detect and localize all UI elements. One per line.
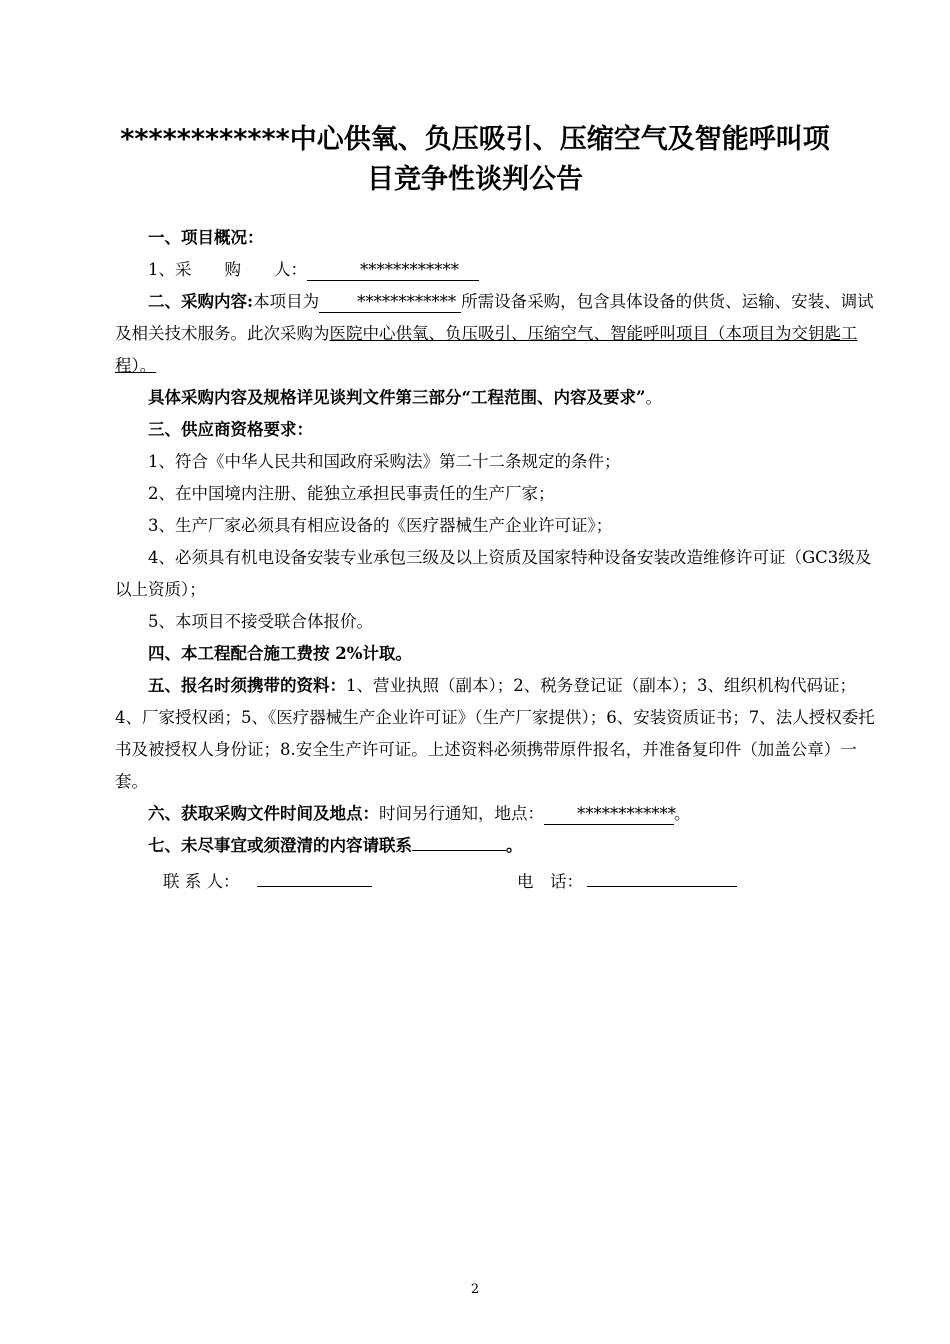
section-1-heading: 一、项目概况： (148, 228, 264, 247)
title-line-1: ************中心供氧、负压吸引、压缩空气及智能呼叫项 (120, 124, 830, 155)
section-7-end: 。 (506, 836, 523, 855)
buyer-value: ************ (307, 260, 479, 281)
section-7-blank (412, 830, 506, 851)
section-2-label: 二、采购内容: (148, 292, 254, 311)
section-2-note-end: 。 (645, 388, 662, 407)
section-7-text: 七、未尽事宜或须澄清的内容请联系 (148, 836, 412, 855)
phone-label: 电 话： (517, 872, 583, 891)
contact-line (115, 862, 875, 896)
section-2-note-text: 具体采购内容及规格详见谈判文件第三部分“工程范围、内容及要求” (148, 388, 646, 407)
page-number: 2 (470, 1282, 480, 1297)
section-2-project-name: 医院中心供氧、负压吸引、压缩空气、智能呼叫项目（本项目为交钥匙工程）。 (115, 324, 858, 375)
document-title (100, 120, 850, 200)
contact-person-label: 联 系 人： (163, 872, 240, 891)
section-6-paragraph (115, 798, 875, 830)
section-5-paragraph (115, 670, 875, 798)
section-6-location-blank: ************ (544, 804, 674, 825)
section-2-text-1: 本项目为 (253, 292, 320, 311)
document-body (115, 222, 875, 896)
requirement-3: 3、生产厂家必须具有相应设备的《医疗器械生产企业许可证》； (148, 516, 613, 535)
section-6-end: 。 (674, 804, 691, 823)
section-2-paragraph (115, 286, 875, 382)
section-3-heading: 三、供应商资格要求： (148, 420, 313, 439)
buyer-line (115, 254, 875, 286)
contact-person-blank (257, 866, 372, 887)
buyer-label: 1、采 购 人： (148, 260, 307, 279)
phone-blank (587, 866, 737, 887)
section-2-blank: ************ (319, 292, 461, 313)
section-5-label: 五、报名时须携带的资料： (148, 676, 346, 695)
section-2-text-2: 所需设备采购，包含具体设备的供货、运输、安装、调试及相关技术服务。此次采购为 (115, 292, 874, 343)
requirement-4: 4、必须具有机电设备安装专业承包三级及以上资质及国家特种设备安装改造维修许可证（GC3级及以上资质）； (115, 548, 872, 599)
title-line-2: 目竞争性谈判公告 (367, 164, 583, 195)
section-4-text: 四、本工程配合施工费按 2%计取。 (148, 644, 412, 663)
section-2-note (115, 382, 875, 414)
requirement-5: 5、本项目不接受联合体报价。 (148, 612, 373, 631)
requirement-1: 1、符合《中华人民共和国政府采购法》第二十二条规定的条件； (148, 452, 621, 471)
requirement-2: 2、在中国境内注册、能独立承担民事责任的生产厂家； (148, 484, 555, 503)
section-7-paragraph (115, 830, 875, 862)
section-6-label: 六、获取采购文件时间及地点： (148, 804, 379, 823)
section-6-text: 时间另行通知，地点： (379, 804, 544, 823)
section-5-text: 1、营业执照（副本）；2、税务登记证（副本）；3、组织机构代码证；4、厂家授权函；5、《医疗器械生产企业许可证》（生产厂家提供）；6、安装资质证书；7、法人授权委托书及被授权人身份证；8.安全生产许可证。上述资料必须携带原件报名，并准备复印件（加盖公章）一套。 (115, 676, 875, 791)
